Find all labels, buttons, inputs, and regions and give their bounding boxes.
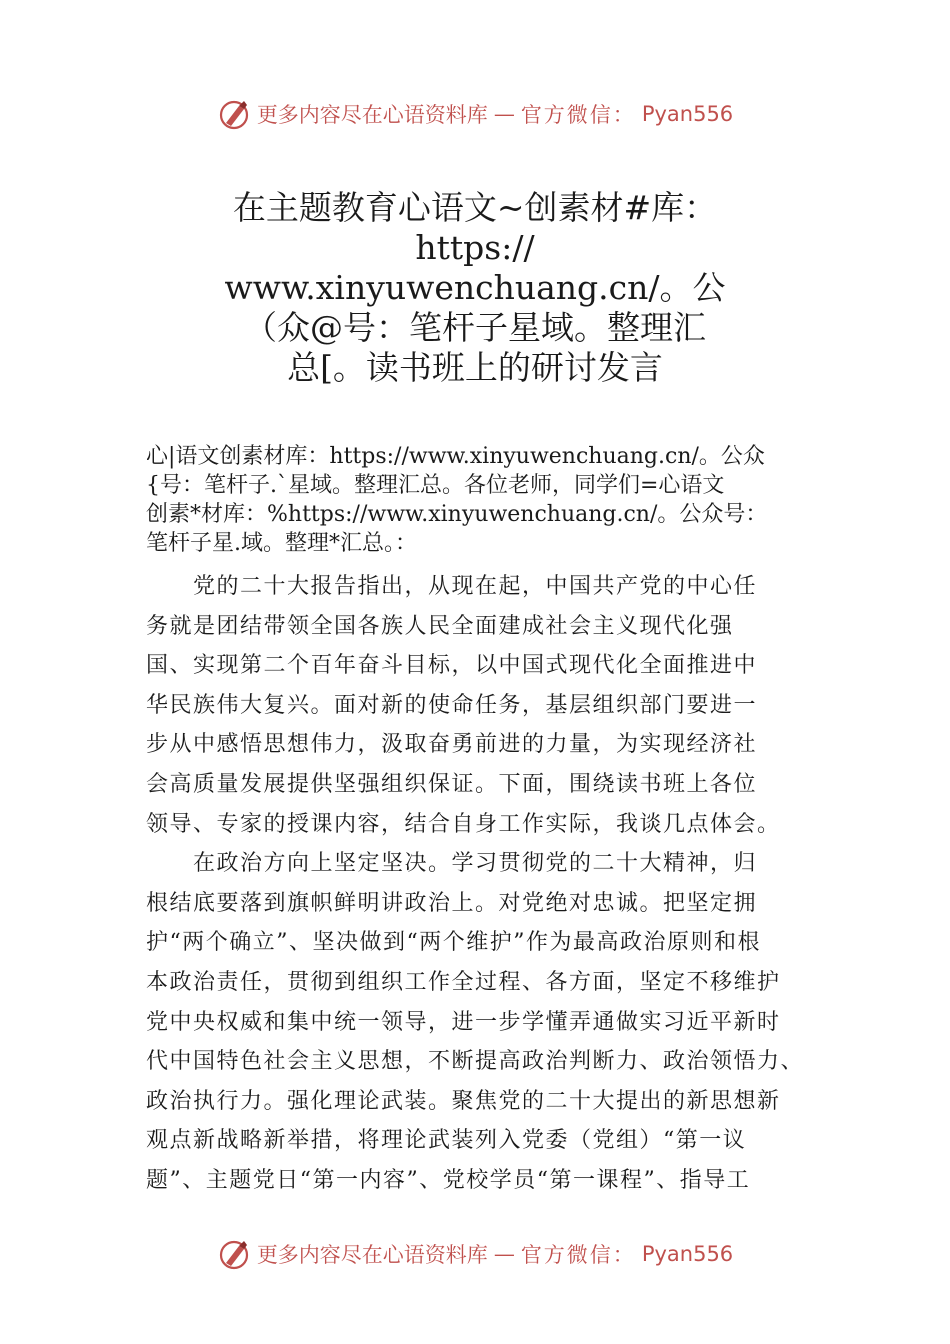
body-line: 护“两个确立”、坚决做到“两个维护”作为最高政治原则和根 <box>146 930 761 956</box>
body-line: 务就是团结带领全国各族人民全面建成社会主义现代化强 <box>146 613 734 639</box>
body-line: 会高质量发展提供坚强组织保证。下面，围绕读书班上各位 <box>146 771 758 797</box>
banner-dash: — <box>493 1242 515 1266</box>
body-line: 题”、主题党日“第一内容”、党校学员“第一课程”、指导工 <box>146 1167 751 1193</box>
title-line: www.xinyuwenchuang.cn/。公 <box>224 268 726 307</box>
body-line: 步从中感悟思想伟力，汲取奋勇前进的力量，为实现经济社 <box>146 732 758 758</box>
body-line: 政治执行力。强化理论武装。聚焦党的二十大提出的新思想新 <box>146 1088 781 1114</box>
banner-site-text: 更多内容尽在心语资料库 <box>256 1243 488 1267</box>
intro-line: 笔杆子星.域。整理*汇总。： <box>146 531 417 556</box>
title-line: https:// <box>415 228 535 267</box>
banner-dash: — <box>493 102 515 126</box>
banner-site-text: 更多内容尽在心语资料库 <box>256 103 488 127</box>
body-line: 在政治方向上坚定坚决。学习贯彻党的二十大精神，归 <box>146 851 758 877</box>
body-line: 本政治责任，贯彻到组织工作全过程、各方面，坚定不移维护 <box>146 969 781 995</box>
pen-logo-icon <box>217 1237 251 1271</box>
banner-wechat-label: 官方微信： <box>520 103 636 127</box>
banner-wechat-id: Pyan556 <box>641 102 734 126</box>
intro-line: 创素*材库：%https://www.xinyuwenchuang.cn/。公众号： <box>146 502 768 527</box>
title-line: （众@号：笔杆子星域。整理汇 <box>244 308 706 347</box>
intro-line: {号：笔杆子.`星域。整理汇总。各位老师，同学们=心语文 <box>146 473 725 498</box>
pen-logo-icon <box>217 97 251 131</box>
document-title <box>150 188 800 388</box>
body-line: 根结底要落到旗帜鲜明讲政治上。对党绝对忠诚。把坚定拥 <box>146 890 758 916</box>
footer-banner <box>0 1234 950 1274</box>
body-text <box>146 567 826 1201</box>
body-line: 国、实现第二个百年奋斗目标，以中国式现代化全面推进中 <box>146 653 758 679</box>
title-line: 在主题教育心语文~创素材#库： <box>232 188 718 227</box>
title-line: 总[。读书班上的研讨发言 <box>287 348 663 387</box>
body-line: 观点新战略新举措，将理论武装列入党委（党组）“第一议 <box>146 1128 747 1154</box>
banner-wechat-id: Pyan556 <box>641 1242 734 1266</box>
body-line: 代中国特色社会主义思想，不断提高政治判断力、政治领悟力、 <box>146 1049 805 1075</box>
banner-wechat-label: 官方微信： <box>520 1243 636 1267</box>
intro-paragraph <box>146 442 826 558</box>
header-banner <box>0 94 950 134</box>
intro-line: 心|语文创素材库：https://www.xinyuwenchuang.cn/。公众 <box>146 444 765 469</box>
body-line: 领导、专家的授课内容，结合自身工作实际，我谈几点体会。 <box>146 811 781 837</box>
body-line: 党中央权威和集中统一领导，进一步学懂弄通做实习近平新时 <box>146 1009 781 1035</box>
body-line: 华民族伟大复兴。面对新的使命任务，基层组织部门要进一 <box>146 692 758 718</box>
body-line: 党的二十大报告指出，从现在起，中国共产党的中心任 <box>146 574 758 599</box>
